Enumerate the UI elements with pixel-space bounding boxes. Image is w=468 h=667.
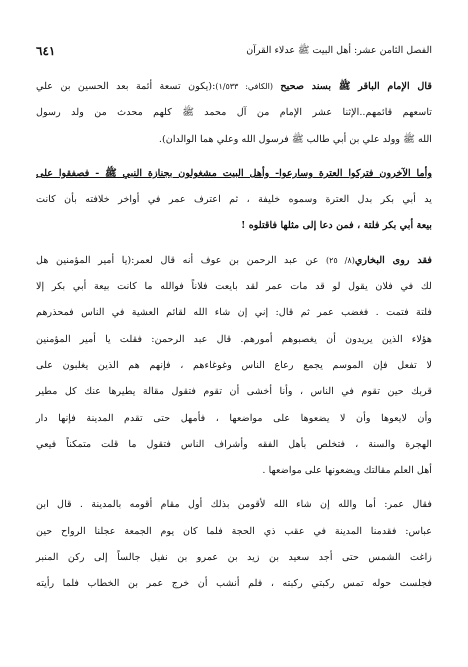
paragraph-umar-reply	[36, 492, 432, 597]
text-span: :(يكون تسعة أئمة بعد الحسين بن علي	[36, 81, 216, 92]
paragraph-gap	[36, 153, 432, 161]
text-line	[36, 74, 432, 100]
paragraph-gap	[36, 240, 432, 248]
text-line: فلتة فتمت . فغضب عمر ثم قال: إني إن شاء الله لقائم العشية في الناس فمحذرهم	[36, 307, 432, 319]
page-header	[36, 42, 432, 60]
source-reference: (٨/ ٢٥)	[326, 255, 355, 265]
text-line: قربك حين تقوم في الناس ، وأنا أخشى أن تقوم فتقول مقالة يطيرها عنك كل مطير	[36, 386, 432, 398]
text-line: لا تفعل فإن الموسم يجمع رعاع الناس وغوغاءهم ، فإنهم هم الذين يغلبون على	[36, 359, 432, 371]
text-line	[36, 248, 432, 274]
paragraph-others	[36, 161, 432, 240]
text-line: بيعة أبي بكر فلتة ، فمن دعا إلى مثلها فاقتلوه !	[241, 220, 432, 232]
section-heading: وأما الآخرون فتركوا العترة وسارعوا- وأهل البيت مشغولون بجنازة النبي ﷺ - فصفقوا على	[36, 167, 432, 179]
hadith-lead: قال الإمام الباقر ﷺ بسند صحيح	[280, 81, 432, 92]
text-line: أهل العلم مقالتك ويضعونها على مواضعها .	[262, 465, 432, 477]
text-line: هؤلاء الذين يريدون أن يغصبوهم أمورهم. قال عبد الرحمن: فقلت يا أمير المؤمنين	[36, 333, 432, 345]
text-line: فقال عمر: أما والله إن شاء الله لأقومن بذلك أول مقام أقومه بالمدينة . قال ابن	[36, 499, 432, 511]
text-line: فجلست حوله تمس ركبتي ركبته ، فلم أنشب أن خرج عمر بن الخطاب فلما رأيته	[36, 578, 432, 590]
page-body	[36, 74, 432, 598]
text-line: وأن لايعوها وأن لا يضعوها على مواضعها ، فأمهل حتى تقدم المدينة فإنها دار	[36, 412, 432, 424]
running-title: الفصل الثامن عشر: أهل البيت ﷺ عدلاء القرآن	[246, 45, 432, 56]
text-line	[36, 161, 432, 187]
text-line: تاسعهم قائمهم..الإثنا عشر الإمام من آل محمد ﷺ كلهم محدث من ولد رسول	[36, 107, 432, 119]
text-line: يد أبي بكر بدل العترة وسموه خليفة ، ثم اعترف عمر في أواخر خلافته بأن كانت	[36, 194, 432, 206]
paragraph-gap	[36, 484, 432, 492]
text-line: الله ﷺ وولد علي بن أبي طالب ﷺ فرسول الله وعلي هما الوالدان).	[158, 133, 432, 145]
source-reference: (الكافي: ١/٥٣٣)	[215, 82, 274, 91]
paragraph-baqir-hadith	[36, 74, 432, 153]
paragraph-bukhari	[36, 248, 432, 485]
text-line: الهجرة والسنة ، فتخلص بأهل الفقه وأشراف الناس فتقول ما قلت متمكناً فيعي	[36, 438, 432, 450]
text-line: زاغت الشمس حتى أجد سعيد بن زيد بن عمرو بن نفيل جالساً إلى ركن المنبر	[36, 552, 432, 564]
text-line: لك في فلان يقول لو قد مات عمر لقد بايعت فلاناً فوالله ما كانت بيعة أبي بكر إلا	[36, 281, 432, 293]
text-span: عن عبد الرحمن بن عوف أنه قال لعمر:(يا أمير المؤمنين هل	[36, 254, 319, 266]
text-line: عباس: فقدمنا المدينة في عقب ذي الحجة فلما كان يوم الجمعة عجلنا الرواح حين	[36, 525, 432, 537]
bukhari-lead: فقد روى البخاري	[354, 254, 432, 266]
page-number: ٦٤١	[36, 44, 56, 58]
